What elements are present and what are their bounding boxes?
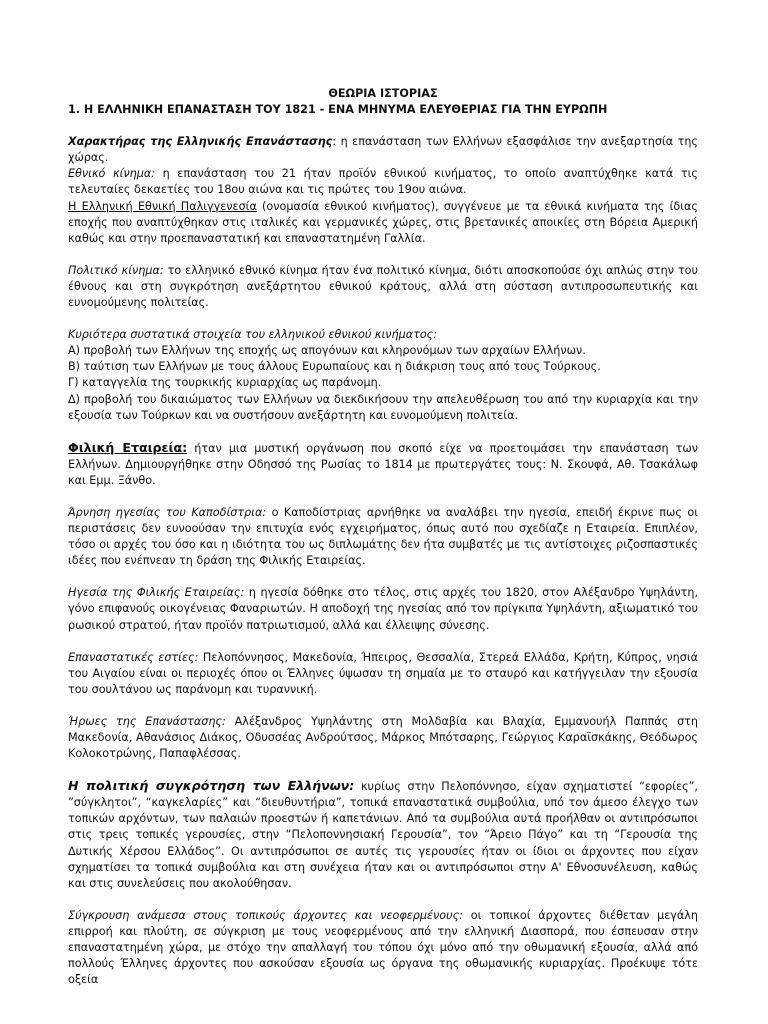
paragraph-filiki-etaireia	[68, 440, 698, 489]
term-label: Ηγεσία της Φιλικής Εταιρείας:	[68, 586, 245, 600]
paragraph-text: : η επανάσταση των Ελλήνων εξασφάλισε την ανεξαρτησία της χώρας.	[68, 135, 698, 165]
list-item: Γ) καταγγελία της τουρκικής κυριαρχίας ως παράνομη.	[68, 376, 382, 390]
paragraph-political-organization	[68, 778, 698, 892]
paragraph-palingenesia	[68, 199, 698, 247]
list-item: Α) προβολή των Ελλήνων της εποχής ως απογόνων και κληρονόμων των αρχαίων Ελλήνων.	[68, 344, 586, 358]
term-label: Φιλική Εταιρεία:	[68, 439, 188, 455]
term-label: Η πολιτική συγκρότηση των Ελλήνων:	[68, 778, 355, 794]
paragraph-text: Αλέξανδρος Υψηλάντης στη Μολδαβία και Βλαχία, Εμμανουήλ Παππάς στη Μακεδονία, Αθανάσιος Διάκος, Οδυσσέας Ανδρούτσος, Μάρκος Μπότσαρης, Γεώργιος Καραϊσκάκης, Θεόδωρος Κολοκοτρώνης, Παπαφλέσσας.	[68, 714, 699, 761]
paragraph-text: η επανάσταση του 21 ήταν προϊόν εθνικού κινήματος, το οποίο αναπτύχθηκε κατά τις τελευταίες δεκαετίες του 18ου αιώνα και τις πρώτες του 19ου αιώνα.	[68, 167, 698, 197]
paragraph-text: η ηγεσία δόθηκε στο τέλος, στις αρχές του 1820, στον Αλέξανδρο Υψηλάντη, γόνο επιφανούς οικογένειας Φαναριωτών. Η αποδοχή της ηγεσίας από τον πρίγκιπα Υψηλάντη, αξιωματικό του ρωσικού στρατού, ήταν προϊόν πατριωτισμού, αλλά και έλλειψης σύνεσης.	[68, 586, 699, 632]
list-item: Δ) προβολή του δικαιώματος των Ελλήνων να διεκδικήσουν την απελευθέρωση του από την κυριαρχία και την εξουσία των Τούρκων και να συστήσουν ανεξάρτητη και ευνομούμενη πολιτεία.	[68, 392, 698, 422]
paragraph-text: ο Καποδίστριας αρνήθηκε να αναλάβει την ηγεσία, επειδή έκρινε πως οι περιστάσεις δεν ευνοούσαν την επιτυχία ενός εγχειρήματος, όπως αυτό που σχεδίαζε η Εταιρεία. Επιπλέον, τόσο οι αρχές του όσο και η ιδιότητα του ως διπλωμάτης δεν ήτα συμβατές με τις αντίστοιχες ριζοσπαστικές ιδέες που ενέπνεαν τη δράση της Φιλικής Εταιρείας.	[68, 505, 698, 568]
term-label: Άρνηση ηγεσίας του Καποδίστρια:	[68, 505, 267, 519]
paragraph-leadership	[68, 585, 698, 633]
paragraph-text: ήταν μια μυστική οργάνωση που σκοπό είχε να προετοιμάσει την επανάσταση των Ελλήνων. Δημιουργήθηκε στην Οδησσό της Ρωσίας το 1814 με πρωτεργάτες τους: Ν. Σκουφά, Αθ. Τσακάλωφ και Εμμ. Ξάνθο.	[68, 441, 698, 487]
paragraph-conflict	[68, 908, 698, 988]
paragraph-text: το ελληνικό εθνικό κίνημα ήταν ένα πολιτικό κίνημα, διότι αποσκοπούσε όχι απλώς στην του έθνους και στη συγκρότηση ανεξάρτητου εθνικού κράτους, αλλά στη σύσταση αντιπροσωπευτικής και ευνομούμενης πολιτείας.	[68, 263, 698, 310]
list-item: Β) ταύτιση των Ελλήνων με τους άλλους Ευρωπαίους και η διάκριση τους από τους Τούρκους.	[68, 360, 601, 374]
term-label: Ήρωες της Επανάστασης:	[68, 714, 226, 728]
list-heading: Κυριότερα συστατικά στοιχεία του ελληνικού εθνικού κινήματος:	[68, 328, 438, 342]
term-label: Χαρακτήρας της Ελληνικής Επανάστασης	[68, 135, 333, 149]
paragraph-national-movement	[68, 166, 698, 198]
paragraph-character	[68, 134, 698, 166]
term-label: Σύγκρουση ανάμεσα στους τοπικούς άρχοντες και νεοφερμένους:	[68, 908, 463, 922]
paragraph-kapodistrias	[68, 505, 698, 569]
chapter-heading: 1. Η ΕΛΛΗΝΙΚΗ ΕΠΑΝΑΣΤΑΣΗ ΤΟΥ 1821 - ΕΝΑ ΜΗΝΥΜΑ ΕΛΕΥΘΕΡΙΑΣ ΓΙΑ ΤΗΝ ΕΥΡΩΠΗ	[68, 103, 608, 117]
term-label: Εθνικό κίνημα:	[68, 167, 155, 181]
paragraph-text: οι τοπικοί άρχοντες διέθεταν μεγάλη επιρροή και πλούτη, σε σύγκριση με τους νεοφερμένους από την ελληνική Διασπορά, που έσπευσαν στην επαναστατημένη χώρα, με στόχο την απαλλαγή του τόπου όχι μόνο από την οθωμανική εξουσία, αλλά από πολλούς Έλληνες άρχοντες που ασκούσαν εξουσία ως όργανα της οθωμανικής κυριαρχίας. Προέκυψε τότε οξεία	[68, 908, 698, 987]
term-label: Επαναστατικές εστίες:	[68, 650, 199, 664]
paragraph-text: κυρίως στην Πελοπόννησο, είχαν σχηματιστεί “εφορίες”, ”σύγκλητοι”, “καγκελαρίες” και “διευθυντήρια”, τοπικά επαναστατικά συμβούλια, υπό τον άμεσο έλεγχο των τοπικών αρχόντων, των παλαιών προεστών ή καπετάνιων. Από τα συμβούλια αυτά προήλθαν οι αντιπρόσωποι στις τρεις τοπικές γερουσίες, στην “Πελοποννησιακή Γερουσία”, τον “Άρειο Πάγο” και τη “Γερουσία της Δυτικής Χέρσου Ελλάδος”. Οι αντιπρόσωποι σε αυτές τις γερουσίες ήταν οι ίδιοι οι άρχοντες που είχαν σχηματίσει τα τοπικά συμβούλια και στη συνέχεια ήταν και οι αντιπρόσωποι στην Α' Εθνοσυνέλευση, καθώς και στις συνελεύσεις που ακολούθησαν.	[68, 780, 698, 890]
paragraph-revolution-centers	[68, 650, 698, 698]
paragraph-text: (ονομασία εθνικού κινήματος), συγγένευε με τα εθνικά κινήματα της ίδιας εποχής που αναπτύχθηκαν στις ιταλικές και γερμανικές χώρες, στις βρετανικές αποικίες στη Βόρεια Αμερική καθώς και στην προεπαναστατική και επαναστατημένη Γαλλία.	[68, 199, 698, 245]
term-label: Η Ελληνική Εθνική Παλιγγενεσία	[68, 199, 257, 213]
term-label: Πολιτικό κίνημα:	[68, 263, 164, 277]
document-title: ΘΕΩΡΙΑ ΙΣΤΟΡΙΑΣ	[328, 87, 438, 100]
paragraph-text: Πελοπόννησος, Μακεδονία, Ήπειρος, Θεσσαλία, Στερεά Ελλάδα, Κρήτη, Κύπρος, νησιά του Αιγαίου είναι οι περιοχές όπου οι Έλληνες ύψωσαν τη σημαία με το σταυρό και κατήγγειλαν την εξουσία του σουλτάνου ως παράνομη και τυραννική.	[68, 650, 698, 696]
paragraph-heroes	[68, 714, 698, 762]
paragraph-political-movement	[68, 263, 698, 311]
